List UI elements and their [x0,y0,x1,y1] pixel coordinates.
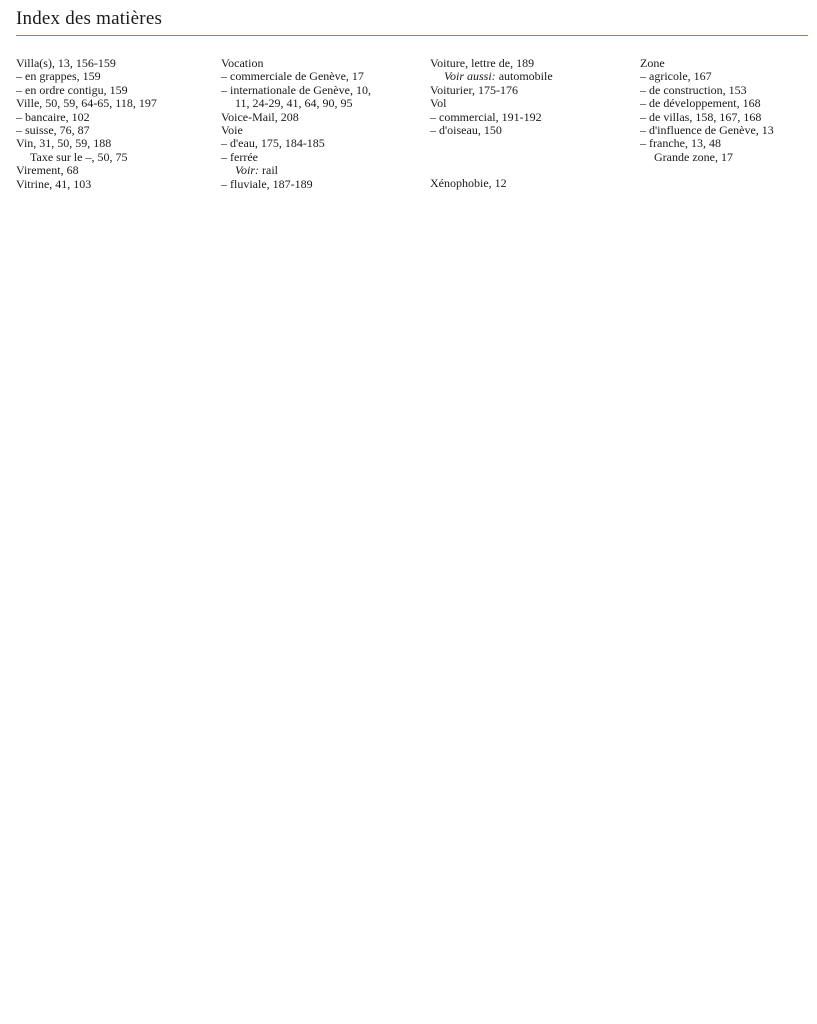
index-subentry: – suisse, 76, 87 [16,122,90,137]
cross-reference-label: Voir: [235,163,259,178]
index-subentry: – agricole, 167 [640,69,712,84]
index-column-2 [221,57,371,191]
index-subentry: – d'eau, 175, 184-185 [221,136,325,151]
index-subentry: – d'influence de Genève, 13 [640,122,774,137]
index-subentry: – commercial, 191-192 [430,109,542,124]
cross-reference-target: automobile [498,69,553,84]
index-subentry: – de villas, 158, 167, 168 [640,109,762,124]
cross-reference-label: Voir aussi: [444,69,496,84]
index-entry: Ville, 50, 59, 64-65, 118, 197 [16,96,157,111]
section-gap [430,137,553,177]
index-subentry: – franche, 13, 48 [640,136,721,151]
index-subentry: – commerciale de Genève, 17 [221,69,364,84]
index-entry: Voiture, lettre de, 189 [430,56,535,70]
index-subentry: Taxe sur le –, 50, 75 [30,149,128,164]
index-column-4 [640,57,774,164]
index-column-1 [16,57,157,191]
index-entry: Voiturier, 175-176 [430,82,518,97]
index-subentry: – en ordre contigu, 159 [16,82,128,97]
index-subentry: – fluviale, 187-189 [221,176,313,191]
index-subentry: Grande zone, 17 [654,149,733,164]
index-cross-reference [430,70,553,83]
index-subentry-continued: 11, 24-29, 41, 64, 90, 95 [235,96,353,111]
index-entry: Vin, 31, 50, 59, 188 [16,136,112,151]
index-subentry: – ferrée [221,149,258,164]
index-subentry: – de développement, 168 [640,96,761,111]
index-entry: Vol [430,96,447,111]
index-subentry: – bancaire, 102 [16,109,90,124]
index-cross-reference [221,164,371,177]
index-entry: Zone [640,56,665,70]
index-entry: Villa(s), 13, 156-159 [16,56,116,70]
index-entry: Xénophobie, 12 [430,176,507,191]
index-entry: Voice-Mail, 208 [221,109,299,124]
index-subentry: – en grappes, 159 [16,69,101,84]
index-entry: Voie [221,122,243,137]
index-entry: Vitrine, 41, 103 [16,176,92,191]
title-rule [16,35,808,36]
index-column-3 [430,57,553,191]
index-subentry: – d'oiseau, 150 [430,122,502,137]
index-subentry: – internationale de Genève, 10, [221,82,371,97]
page-title: Index des matières [16,8,163,29]
index-subentry: – de construction, 153 [640,82,747,97]
index-entry: Vocation [221,56,264,70]
index-entry: Virement, 68 [16,163,79,178]
cross-reference-target: rail [262,163,278,178]
